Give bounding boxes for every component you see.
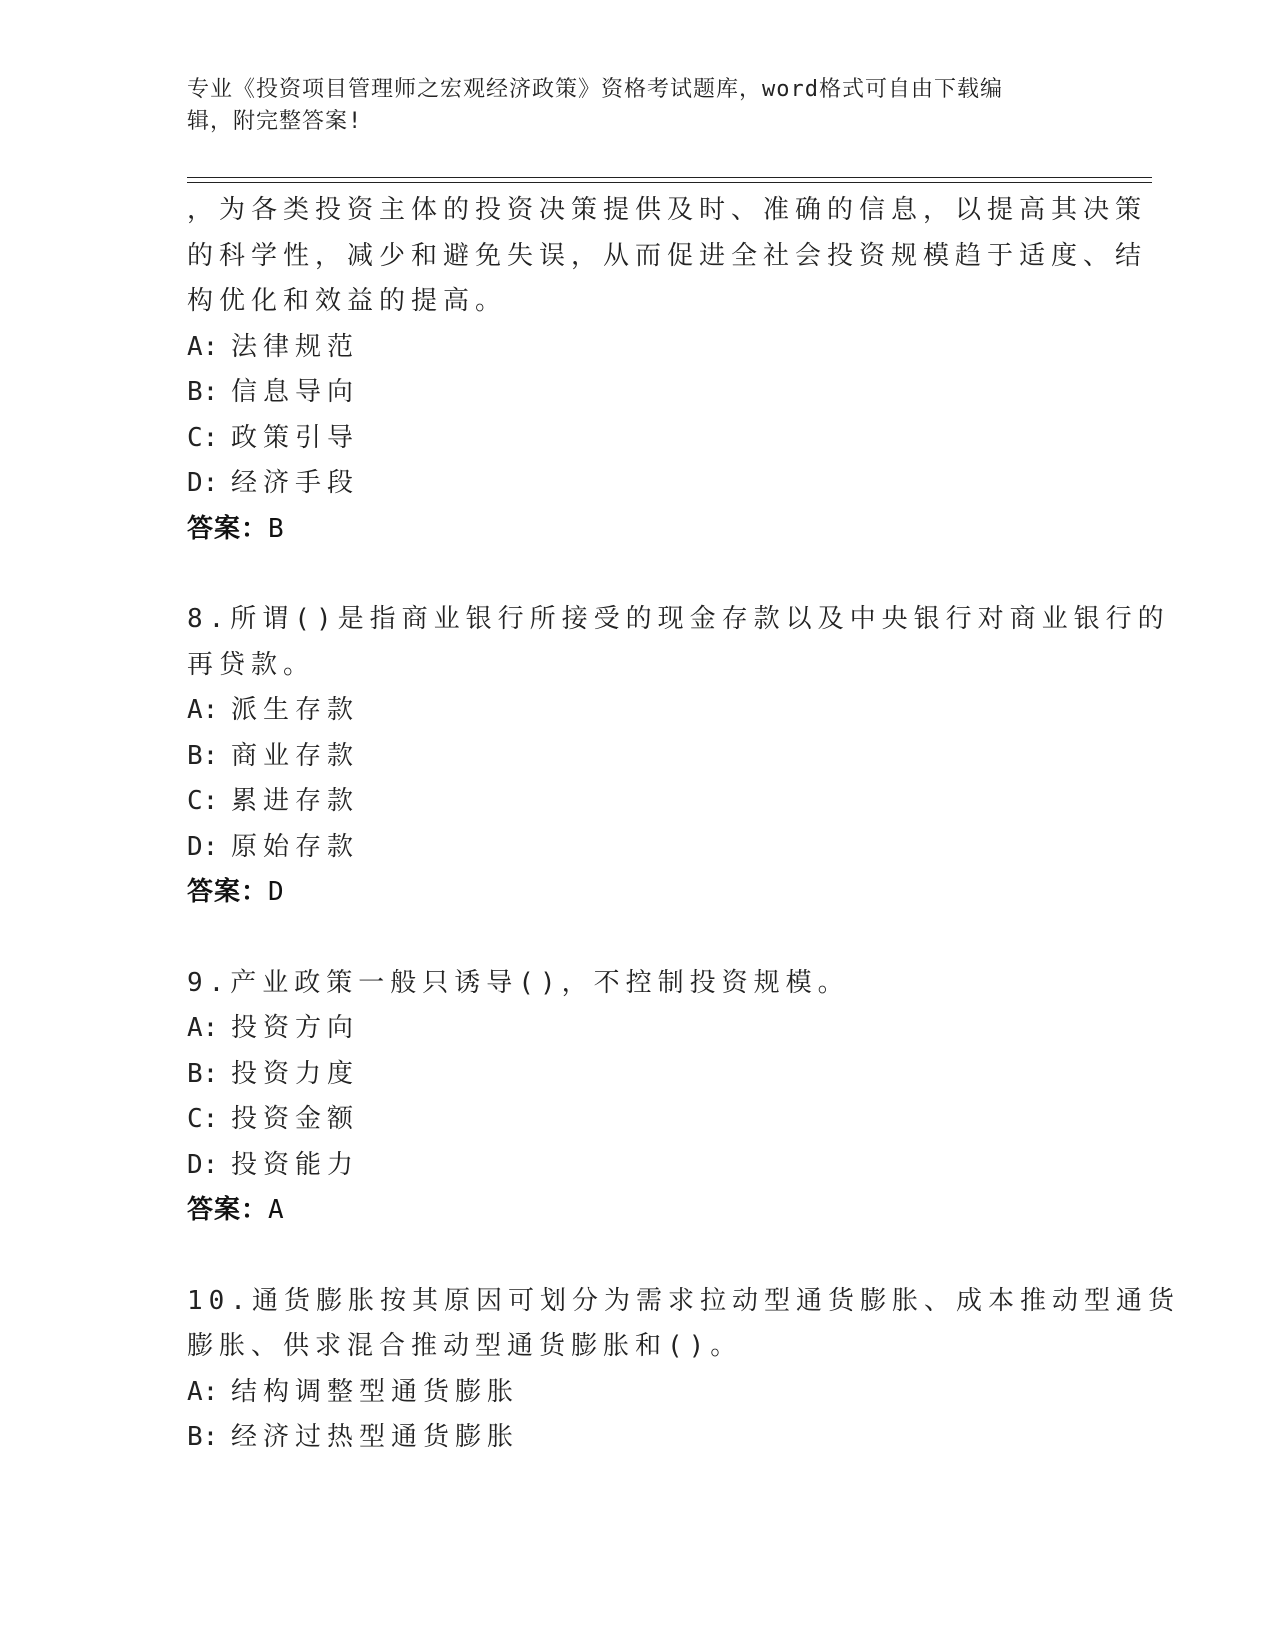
question-7 bbox=[187, 188, 1148, 552]
option-b bbox=[187, 370, 1082, 416]
option-letter: D: bbox=[187, 468, 219, 498]
option-letter: B: bbox=[187, 1058, 219, 1089]
question-stem-line: 的科学性，减少和避免失误，从而促进全社会投资规模趋于适度、结 bbox=[187, 240, 1148, 271]
answer-label: 答案： bbox=[187, 877, 269, 907]
answer-value: D bbox=[268, 877, 285, 907]
question-9 bbox=[187, 961, 1082, 1234]
question-stem-line: 9.产业政策一般只诱导()，不控制投资规模。 bbox=[187, 967, 850, 998]
question-list bbox=[187, 188, 1180, 1461]
option-text: 累进存款 bbox=[231, 786, 360, 816]
option-letter: A: bbox=[187, 695, 219, 725]
answer-line bbox=[187, 507, 1082, 553]
option-a bbox=[187, 1370, 1082, 1416]
option-text: 投资力度 bbox=[231, 1058, 360, 1089]
option-text: 原始存款 bbox=[231, 831, 360, 862]
answer-label: 答案： bbox=[187, 1195, 269, 1225]
option-letter: D: bbox=[187, 831, 219, 862]
question-10 bbox=[187, 1279, 1180, 1461]
option-letter: A: bbox=[187, 1013, 219, 1043]
option-d bbox=[187, 1143, 1082, 1189]
header-divider-top bbox=[187, 177, 1152, 178]
option-a bbox=[187, 1006, 1082, 1052]
answer-line bbox=[187, 1188, 1082, 1234]
header-divider-bottom bbox=[187, 182, 1152, 183]
option-letter: A: bbox=[187, 331, 219, 362]
header-line-1: 专业《投资项目管理师之宏观经济政策》资格考试题库，word格式可自由下载编 bbox=[187, 77, 1003, 102]
option-text: 法律规范 bbox=[231, 331, 360, 362]
option-b bbox=[187, 1052, 1082, 1098]
answer-line bbox=[187, 870, 1082, 916]
option-letter: C: bbox=[187, 786, 219, 816]
spacer bbox=[187, 916, 1082, 961]
option-text: 信息导向 bbox=[231, 377, 360, 407]
option-letter: D: bbox=[187, 1149, 219, 1180]
document-header bbox=[187, 74, 1067, 138]
option-letter: B: bbox=[187, 377, 219, 407]
option-letter: B: bbox=[187, 1422, 219, 1452]
question-stem-line: 10.通货膨胀按其原因可划分为需求拉动型通货膨胀、成本推动型通货 bbox=[187, 1285, 1180, 1316]
question-stem-line: 再贷款。 bbox=[187, 649, 316, 680]
header-line-2: 辑，附完整答案! bbox=[187, 109, 363, 134]
option-c bbox=[187, 1097, 1082, 1143]
option-a bbox=[187, 325, 1082, 371]
option-text: 派生存款 bbox=[231, 695, 360, 725]
option-letter: A: bbox=[187, 1376, 219, 1407]
option-b bbox=[187, 1415, 1082, 1461]
option-c bbox=[187, 779, 1082, 825]
answer-value: A bbox=[268, 1195, 285, 1225]
option-text: 结构调整型通货膨胀 bbox=[231, 1376, 520, 1407]
option-letter: B: bbox=[187, 740, 219, 771]
question-stem-line: ，为各类投资主体的投资决策提供及时、准确的信息，以提高其决策 bbox=[187, 195, 1148, 225]
option-letter: C: bbox=[187, 1104, 219, 1134]
option-letter: C: bbox=[187, 422, 219, 453]
option-a bbox=[187, 688, 1082, 734]
option-text: 经济手段 bbox=[231, 468, 360, 498]
option-text: 政策引导 bbox=[231, 422, 360, 453]
option-c bbox=[187, 416, 1082, 462]
option-b bbox=[187, 734, 1082, 780]
spacer bbox=[187, 1234, 1082, 1279]
option-d bbox=[187, 461, 1082, 507]
option-text: 投资金额 bbox=[231, 1104, 360, 1134]
option-text: 投资方向 bbox=[231, 1013, 360, 1043]
question-stem-line: 膨胀、供求混合推动型通货膨胀和()。 bbox=[187, 1331, 743, 1361]
option-text: 商业存款 bbox=[231, 740, 360, 771]
option-text: 经济过热型通货膨胀 bbox=[231, 1422, 520, 1452]
answer-value: B bbox=[268, 513, 285, 544]
question-8 bbox=[187, 597, 1170, 916]
spacer bbox=[187, 552, 1082, 597]
question-stem-line: 8.所谓()是指商业银行所接受的现金存款以及中央银行对商业银行的 bbox=[187, 604, 1170, 634]
question-stem-line: 构优化和效益的提高。 bbox=[187, 286, 508, 316]
answer-label: 答案： bbox=[187, 513, 269, 544]
option-d bbox=[187, 825, 1082, 871]
option-text: 投资能力 bbox=[231, 1149, 360, 1180]
